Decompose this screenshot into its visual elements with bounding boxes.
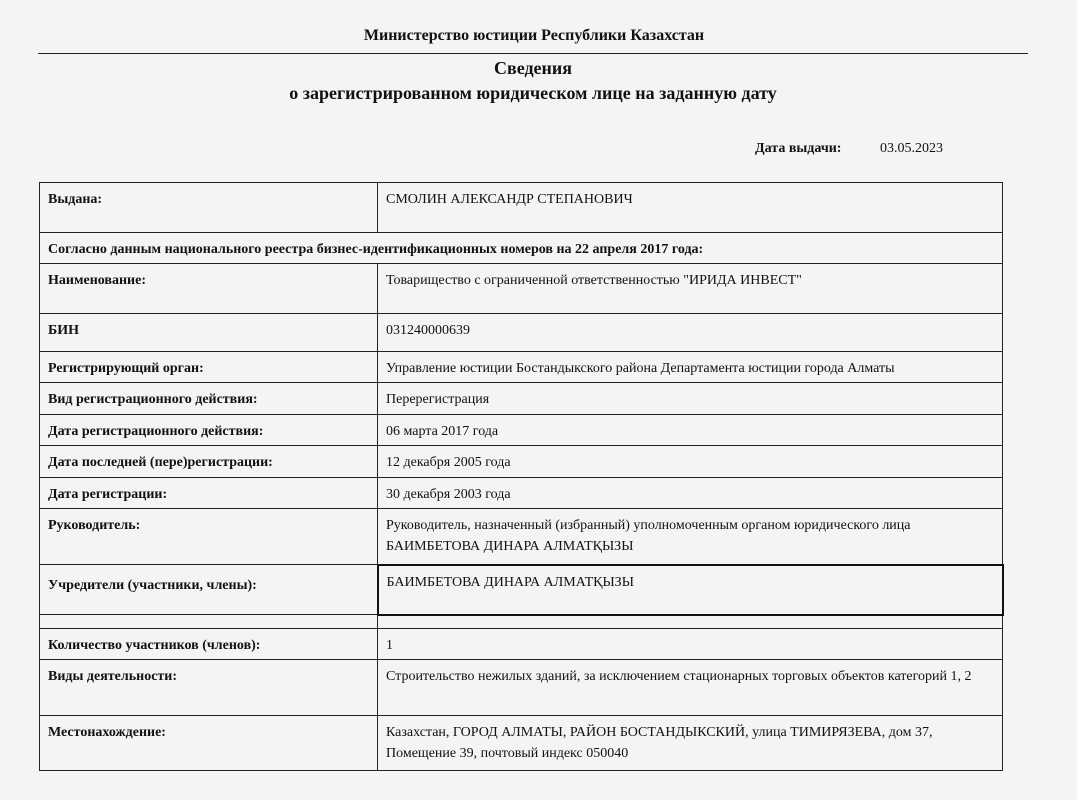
issued-to-label: Выдана: [40,183,378,233]
table-row [40,478,1003,509]
director-label: Руководитель: [40,509,378,565]
activities-value: Строительство нежилых зданий, за исключением стационарных торговых объектов категорий 1, 2 [378,659,1003,715]
founders-label: Учредители (участники, члены): [40,565,378,615]
registration-date-value: 30 декабря 2003 года [378,478,1003,509]
last-reregistration-date-value: 12 декабря 2005 года [378,446,1003,478]
table-row [40,715,1003,770]
founders-value: БАИМБЕТОВА ДИНАРА АЛМАТҚЫЗЫ [378,565,1003,615]
table-row [40,233,1003,264]
issue-date-label: Дата выдачи: [755,141,842,156]
director-name: БАИМБЕТОВА ДИНАРА АЛМАТҚЫЗЫ [386,539,634,554]
participants-count-value: 1 [378,628,1003,659]
registering-body-label: Регистрирующий орган: [40,352,378,383]
name-value: Товарищество с ограниченной ответственностью "ИРИДА ИНВЕСТ" [378,264,1003,314]
table-row [40,352,1003,383]
document-subtitle: о зарегистрированном юридическом лице на заданную дату [289,83,777,103]
issue-date-value: 03.05.2023 [880,141,943,156]
director-role: Руководитель, назначенный (избранный) уполномоченным органом юридического лица [386,518,911,533]
table-row [40,565,1003,615]
legal-entity-table [39,182,1004,771]
registry-note: Согласно данным национального реестра бизнес-идентификационных номеров на 22 апреля 2017 года: [40,233,1003,264]
spacer-cell [40,615,378,629]
bin-label: БИН [40,314,378,352]
registration-action-type-label: Вид регистрационного действия: [40,383,378,415]
ministry-header: Министерство юстиции Республики Казахстан [363,27,705,44]
issued-to-value: СМОЛИН АЛЕКСАНДР СТЕПАНОВИЧ [378,183,1003,233]
table-row [40,446,1003,478]
bin-value: 031240000639 [378,314,1003,352]
table-row [40,183,1003,233]
registration-action-type-value: Перерегистрация [378,383,1003,415]
last-reregistration-date-label: Дата последней (пере)регистрации: [40,446,378,478]
table-row [40,264,1003,314]
document-title: Сведения [493,58,573,78]
table-row [40,659,1003,715]
participants-count-label: Количество участников (членов): [40,628,378,659]
header-divider [38,53,1028,54]
table-row [40,415,1003,446]
table-spacer [40,615,1003,629]
registering-body-value: Управление юстиции Бостандыкского района Департамента юстиции города Алматы [378,352,1003,383]
table-row [40,509,1003,565]
registration-date-label: Дата регистрации: [40,478,378,509]
registration-action-date-label: Дата регистрационного действия: [40,415,378,446]
table-row [40,314,1003,352]
spacer-cell [378,615,1003,629]
table-row [40,628,1003,659]
registration-action-date-value: 06 марта 2017 года [378,415,1003,446]
location-label: Местонахождение: [40,715,378,770]
name-label: Наименование: [40,264,378,314]
location-value: Казахстан, ГОРОД АЛМАТЫ, РАЙОН БОСТАНДЫКСКИЙ, улица ТИМИРЯЗЕВА, дом 37, Помещение 39, почтовый индекс 050040 [378,715,1003,770]
director-value [378,509,1003,565]
activities-label: Виды деятельности: [40,659,378,715]
table-row [40,383,1003,415]
